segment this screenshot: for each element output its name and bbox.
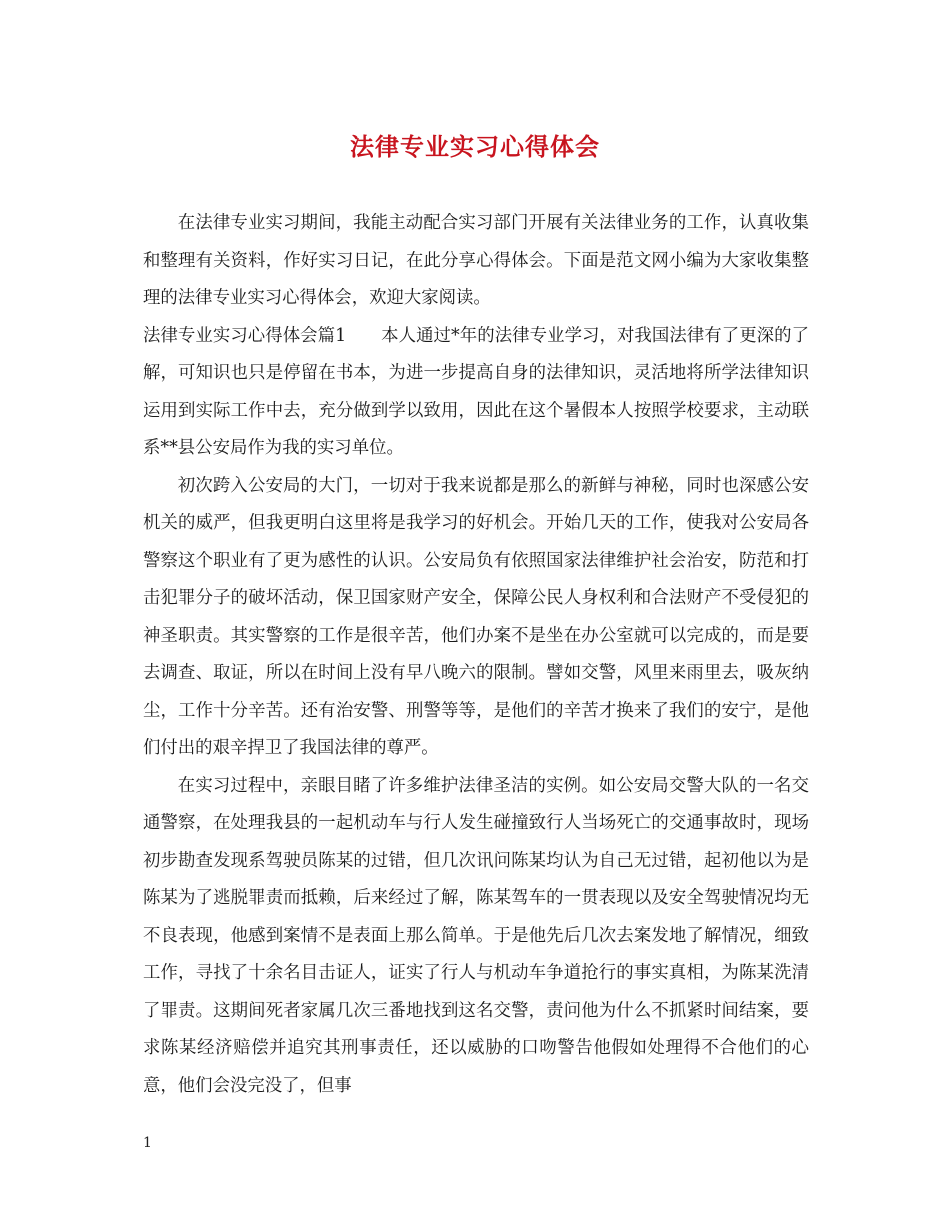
paragraph-police-work: 初次跨入公安局的大门，一切对于我来说都是那么的新鲜与神秘，同时也深感公安机关的威严，但我更明白这里将是我学习的好机会。开始几天的工作，使我对公安局各警察这个职业有了更为感性的认识。公安局负有依照国家法律维护社会治安，防范和打击犯罪分子的破坏活动，保卫国家财产安全，保障公民人身权利和合法财产不受侵犯的神圣职责。其实警察的工作是很辛苦，他们办案不是坐在办公室就可以完成的，而是要去调查、取证，所以在时间上没有早八晚六的限制。譬如交警，风里来雨里去，吸灰纳尘，工作十分辛苦。还有治安警、刑警等等，是他们的辛苦才换来了我们的安宁，是他们付出的艰辛捍卫了我国法律的尊严。 bbox=[143, 475, 809, 758]
page-number: 1 bbox=[143, 1135, 152, 1151]
document-body bbox=[143, 205, 809, 1105]
paragraph-intro: 在法律专业实习期间，我能主动配合实习部门开展有关法律业务的工作，认真收集和整理有关资料，作好实习日记，在此分享心得体会。下面是范文网小编为大家收集整理的法律专业实习心得体会，欢迎大家阅读。 bbox=[143, 213, 809, 308]
paragraph-section-1: 法律专业实习心得体会篇1 本人通过*年的法律专业学习，对我国法律有了更深的了解，可知识也只是停留在书本，为进一步提高自身的法律知识，灵活地将所学法律知识运用到实际工作中去，充分做到学以致用，因此在这个暑假本人按照学校要求，主动联系**县公安局作为我的实习单位。 bbox=[143, 325, 809, 458]
paragraph-traffic-case: 在实习过程中，亲眼目睹了许多维护法律圣洁的实例。如公安局交警大队的一名交通警察，在处理我县的一起机动车与行人发生碰撞致行人当场死亡的交通事故时，现场初步勘查发现系驾驶员陈某的过错，但几次讯问陈某均认为自己无过错，起初他以为是陈某为了逃脱罪责而抵赖，后来经过了解，陈某驾车的一贯表现以及安全驾驶情况均无不良表现，他感到案情不是表面上那么简单。于是他先后几次去案发地了解情况，细致工作，寻找了十余名目击证人，证实了行人与机动车争道抢行的事实真相，为陈某洗清了罪责。这期间死者家属几次三番地找到这名交警，责问他为什么不抓紧时间结案，要求陈某经济赔偿并追究其刑事责任，还以威胁的口吻警告他假如处理得不合他们的心意，他们会没完没了，但事 bbox=[143, 775, 809, 1096]
document-title: 法律专业实习心得体会 bbox=[350, 132, 600, 161]
